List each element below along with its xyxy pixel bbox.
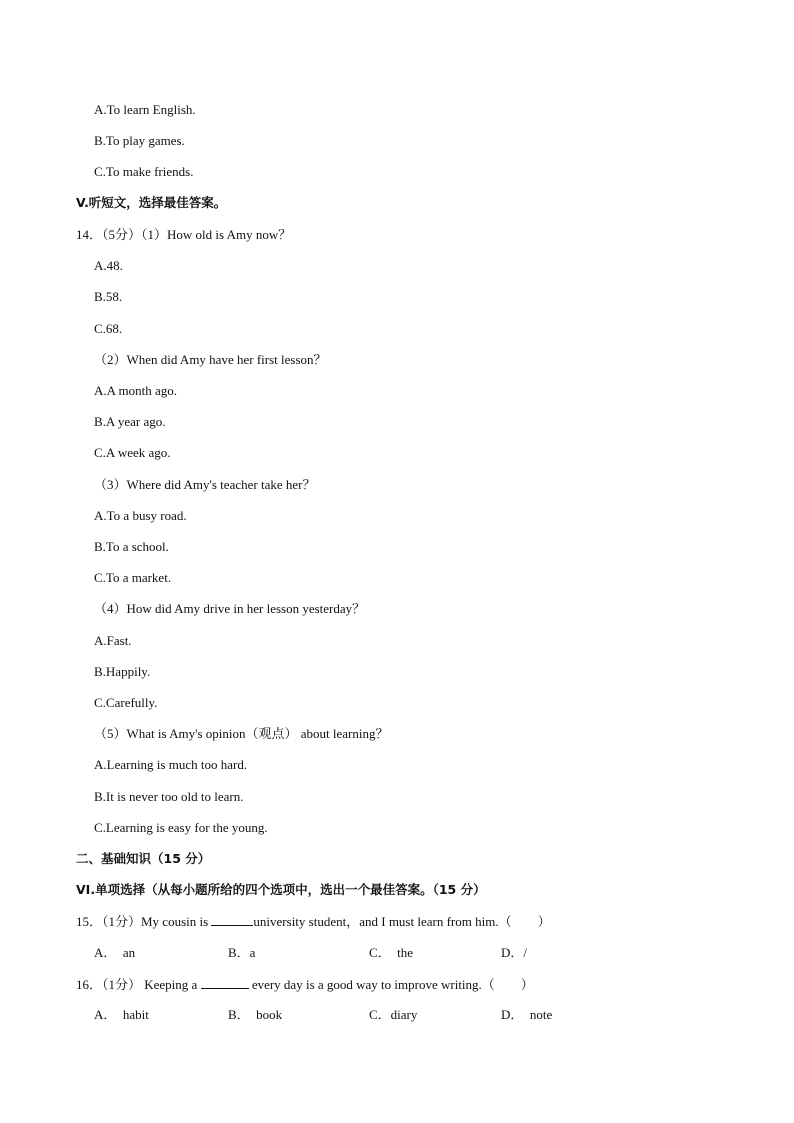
q14-1-option-a: A.48. (94, 258, 123, 273)
q14-3-option-b: B.To a school. (94, 539, 169, 554)
part-two-heading: 二、基础知识（15 分） (76, 851, 211, 866)
option-a: A.To learn English. (94, 102, 196, 117)
q14-3-option-a: A.To a busy road. (94, 508, 187, 523)
q14-3-option-c: C.To a market. (94, 570, 172, 585)
q14-4-option-b: B.Happily. (94, 664, 151, 679)
q16-blank (201, 976, 249, 989)
q14-4-option-c: C.Carefully. (94, 695, 158, 710)
q14-5-option-b: B.It is never too old to learn. (94, 789, 244, 804)
q16-choice-a: A． habit (94, 1007, 149, 1022)
q15-text-after: university student，and I must learn from him.（ ） (253, 914, 551, 929)
q16-choice-d: D． note (501, 1007, 553, 1022)
q15-choice-d: D．/ (501, 945, 528, 960)
q15-blank (211, 913, 253, 926)
q14-4-option-a: A.Fast. (94, 633, 132, 648)
q16-choice-b: B． book (228, 1007, 283, 1022)
q15-text-before: 15．（1分）My cousin is (76, 914, 212, 929)
q14-part-3: （3）Where did Amy's teacher take her？ (94, 477, 316, 492)
question-14-stem: 14．（5分）（1）How old is Amy now？ (76, 227, 292, 242)
q14-5-option-c: C.Learning is easy for the young. (94, 820, 268, 835)
q15-choice-c: C． the (369, 945, 414, 960)
section-heading-vi: VI.单项选择（从每小题所给的四个选项中，选出一个最佳答案。（15 分） (76, 882, 486, 897)
q14-2-option-b: B.A year ago. (94, 414, 166, 429)
q14-2-option-c: C.A week ago. (94, 445, 171, 460)
section-heading-v: V.听短文，选择最佳答案。 (76, 195, 227, 210)
q16-text-after: every day is a good way to improve writing.（ ） (248, 977, 534, 992)
question-16-stem (76, 976, 534, 993)
q14-1-option-b: B.58. (94, 289, 123, 304)
question-15-stem (76, 913, 551, 930)
q16-text-before: 16．（1分） Keeping a (76, 977, 201, 992)
q14-2-option-a: A.A month ago. (94, 383, 178, 398)
option-c: C.To make friends. (94, 164, 194, 179)
q14-5-option-a: A.Learning is much too hard. (94, 757, 248, 772)
q14-1-option-c: C.68. (94, 321, 123, 336)
q14-part-5: （5）What is Amy's opinion（观点） about learning？ (94, 726, 389, 741)
q14-part-4: （4）How did Amy drive in her lesson yesterday？ (94, 601, 366, 616)
q15-choice-b: B．a (228, 945, 256, 960)
q15-choice-a: A． an (94, 945, 136, 960)
q16-choice-c: C．diary (369, 1007, 418, 1022)
option-b: B.To play games. (94, 133, 185, 148)
q14-part-2: （2）When did Amy have her first lesson？ (94, 352, 327, 367)
